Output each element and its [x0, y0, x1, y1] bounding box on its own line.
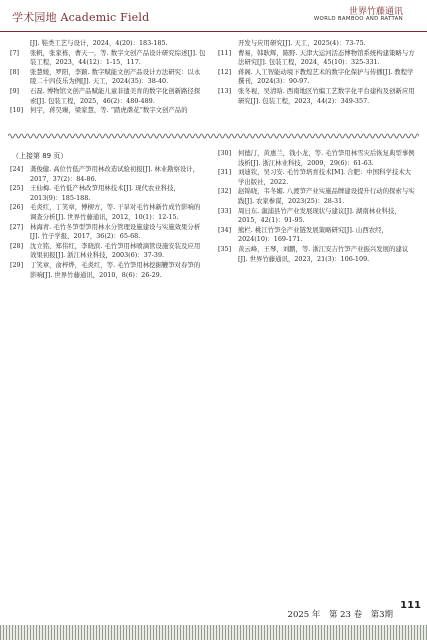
reference-item — [10, 242, 206, 261]
reference-number: [11] — [218, 48, 232, 57]
reference-text: 张冬视，吴清晗. 西南地区竹编工艺数字化平台建构及创新应用研究[J]. 包装工程，2023，44(2)：349-357. — [238, 86, 415, 105]
decorative-footer-bar — [0, 625, 427, 640]
reference-item — [10, 223, 206, 242]
page-number: 111 — [400, 600, 421, 611]
reference-number: [8] — [10, 67, 20, 76]
reference-item — [218, 87, 416, 106]
top-right-references — [218, 39, 416, 106]
reference-text: 开发与应用研究[J]. 天工，2025(4)：73-75. — [238, 39, 366, 47]
journal-title-cn: 世界竹藤通讯 — [348, 7, 403, 17]
reference-text: 张帆，张家栋，曹天一，等. 数字文创产品设计研究综述[J]. 包装工程，2023，44(12)：1-15，117. — [30, 48, 206, 67]
wavy-divider — [8, 131, 419, 141]
journal-title-en: WORLD BAMBOO AND RATTAN — [313, 16, 403, 22]
reference-item — [10, 261, 206, 280]
reference-number: [29] — [10, 260, 24, 269]
reference-item — [218, 149, 416, 168]
reference-item — [218, 68, 416, 87]
reference-text: 张慧媛，罗阳，李颖. 数字赋能文创产品设计方法研究：以永陵二十四伎乐为例[J]. 天工，2024(35)：38-40. — [30, 67, 201, 86]
reference-text: 王仙梅. 毛竹低产林改笋用林技术[J]. 现代农业科技，2013(9)：185-188. — [30, 184, 180, 202]
reference-item — [10, 106, 206, 116]
reference-text: 赵锦晓，韦冬媚. 八渡笋产业实施品牌建设提升行动的探索与实践[J]. 农家参谋，2023(25)：28-31. — [238, 187, 415, 205]
reference-number: [34] — [218, 225, 232, 234]
reference-item — [218, 187, 416, 206]
reference-text: 熊栏. 桃江竹笋全产业链发展策略研究[J]. 山西农经，2024(10)：169-171. — [238, 225, 388, 244]
reference-text: 石磊. 博物馆文创产品赋能儿童非遗美育的数字化创新路径探索[J]. 包装工程，2025，46(2)：480-489. — [30, 86, 201, 105]
reference-item — [218, 226, 416, 245]
reference-text: [J]. 鞋类工艺与设计，2024，4(20)：183-185. — [30, 39, 168, 47]
reference-text: 毛炎红，丁笑章，傅柳方，等. 干旱对毛竹林新竹成竹影响的调查分析[J]. 世界竹藤通讯，2012，10(1)：12-15. — [30, 203, 201, 221]
reference-item — [218, 39, 416, 49]
reference-item — [10, 87, 206, 106]
reference-text: 刘迪钦，吴习安. 毛竹笋培育技术[M]. 合肥：中国科学技术大学出版社，2022. — [238, 168, 412, 186]
reference-item — [10, 165, 206, 184]
reference-text: 林海青. 毛竹冬笋型笋用林水分管理设施建设与实施效果分析[J]. 竹子学报，2017，36(2)：65-68. — [30, 222, 201, 241]
reference-item — [218, 168, 416, 187]
page-header — [0, 0, 427, 34]
bottom-left-references — [10, 165, 206, 280]
reference-text: 何宇，蒋昊臻，梁家慧，等. “踏虎凿花”数字文创产品的 — [30, 106, 188, 115]
header-rule — [0, 31, 427, 32]
reference-number: [25] — [10, 184, 24, 193]
reference-number: [30] — [218, 149, 232, 157]
reference-number: [26] — [10, 203, 24, 212]
reference-number: [24] — [10, 165, 24, 173]
reference-text: 沈立铭，郑伟红，李晓滨. 毛竹笋用林喷滴管设施安装及应用效果初报[J]. 浙江林业科技，2003(6)：37-39. — [30, 241, 201, 260]
reference-number: [12] — [218, 67, 232, 76]
reference-number: [31] — [218, 168, 232, 177]
top-left-references — [10, 39, 206, 116]
reference-number: [9] — [10, 86, 20, 95]
continued-from-label: （上接第 89 页） — [12, 152, 68, 160]
reference-number: [13] — [218, 86, 232, 95]
reference-text: 曹易，韩耿辉，陈野. 天津大运河活态博物馆系统构建策略与方法研究[J]. 包装工程，2024，45(10)：325-331. — [238, 48, 415, 67]
reference-number: [28] — [10, 241, 24, 250]
reference-number: [27] — [10, 222, 24, 231]
reference-text: 黄云峰，王琴，刘鹏，等. 浙江安吉竹笋产业振兴发展的建议[J]. 世界竹藤通讯，2023，21(3)：106-109. — [238, 244, 409, 263]
reference-item — [10, 68, 206, 87]
reference-text: 蒋阁. 人工智能动境下教煌艺术的数字化保护与传播[J]. 教程学撰刊，2024(3)：90-97. — [238, 67, 414, 86]
bottom-right-references — [218, 149, 416, 264]
reference-text: 丁笑章，俞梓烨，毛炎红，等. 毛竹笋用林挖掘鞭笋对春笋的影响[J]. 世界竹藤通讯，2010，8(6)：26-29. — [30, 260, 201, 279]
reference-item — [10, 39, 206, 49]
reference-number: [35] — [218, 244, 232, 253]
section-label: 学术园地 Academic Field — [12, 11, 150, 24]
reference-text: 龚俊健. 高位竹低产笋用林改造试验初报[J]. 林业勘察设计，2017，37(2)：84-86. — [30, 165, 200, 183]
reference-text: 周日东. 溆浦县竹产业发展现状与建议[J]. 湖南林业科技，2015，42(1)：91-95. — [238, 206, 401, 225]
reference-number: [33] — [218, 206, 232, 215]
reference-text: 何德汀，黄惠兰，钱小龙，等. 毛竹笋用林雪灾后恢复典型事例浅析[J]. 浙江林业科技，2009，29(6)：61-63. — [238, 149, 415, 167]
reference-item — [218, 49, 416, 68]
reference-item — [10, 203, 206, 222]
reference-item — [218, 245, 416, 264]
reference-item — [10, 184, 206, 203]
reference-number: [7] — [10, 48, 20, 57]
reference-item — [218, 207, 416, 226]
reference-number: [32] — [218, 187, 232, 196]
reference-number: [10] — [10, 106, 24, 115]
issue-info: 2025 年 第 23 卷 第3期 — [287, 610, 393, 620]
reference-item — [10, 49, 206, 68]
